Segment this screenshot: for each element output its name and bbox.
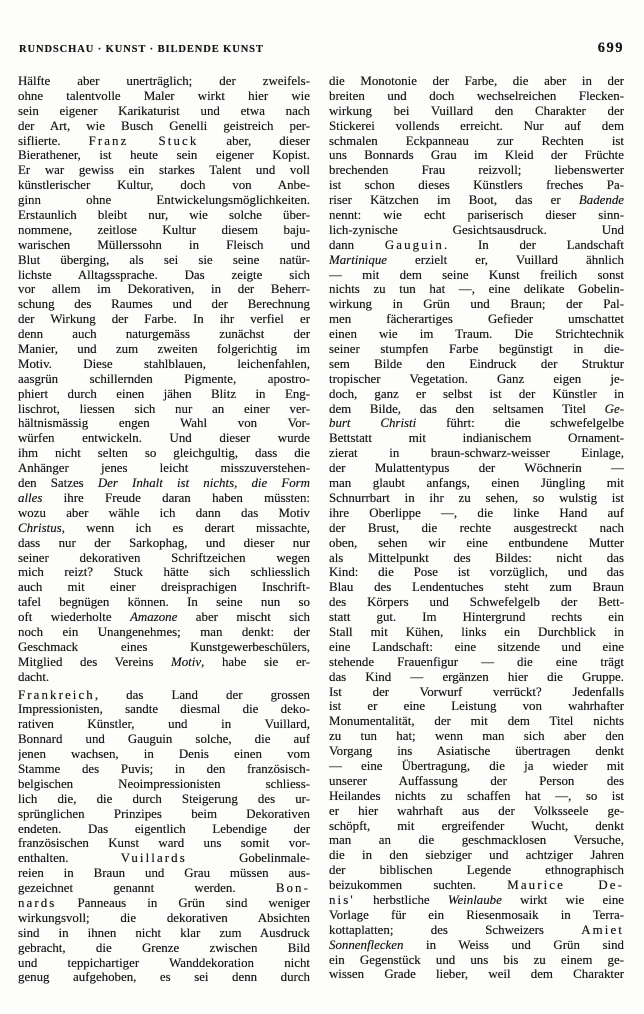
text-line	[329, 104, 624, 119]
text-line	[329, 297, 624, 312]
text-line	[18, 551, 310, 566]
body-text: zu tun hat; wenn man sich aber den	[329, 729, 624, 744]
text-line	[329, 833, 624, 848]
text-line	[18, 580, 310, 595]
text-line	[18, 327, 310, 342]
body-text: gebracht, die Grenze zwischen Bild	[18, 940, 310, 955]
body-text: aasgrün schillernden Pigmente, apostro-	[18, 371, 310, 386]
body-text: wissen Grade lieber, weil dem Charakter	[329, 967, 624, 982]
body-text: jenen wachsen, in Denis einen vom	[18, 747, 310, 762]
text-line	[18, 178, 310, 193]
text-line	[18, 521, 310, 536]
body-text: Stall mit Kühen, links ein Durchblick in	[329, 624, 624, 639]
body-text: er hier wahrhaft aus der Volksseele ge-	[329, 803, 624, 818]
text-line	[18, 956, 310, 971]
italic-text: Martinique	[329, 252, 388, 267]
running-head	[19, 40, 624, 57]
body-text: lichste Alltagssprache. Das zeigte sich	[18, 267, 310, 282]
body-text: wozu aber wähle ich dann das Motiv	[18, 505, 310, 520]
letterspaced-name: Amiet	[581, 922, 624, 937]
body-text: mich reizt? Stuck hätte sich schliesslich	[18, 565, 310, 580]
body-text: endeten. Das eigentlich Lebendige der	[18, 821, 310, 836]
text-line	[18, 193, 310, 208]
text-line	[18, 836, 310, 851]
text-line	[329, 908, 624, 923]
body-text: Blau des Lendentuches steht zum Braun	[329, 580, 624, 595]
text-line	[18, 822, 310, 837]
text-line	[329, 342, 624, 357]
body-text: würfen entwickeln. Und dieser wurde	[18, 431, 310, 446]
body-text: — mit dem seine Kunst freilich sonst	[329, 267, 624, 282]
text-line	[18, 610, 310, 625]
body-text: dem Bilde, das den seltsamen Titel	[329, 401, 605, 416]
text-line	[329, 282, 624, 297]
body-text: Ist der Vorwurf verrückt? Jedenfalls	[329, 684, 624, 699]
body-text: Stamme des Puvis; in den französisch-	[18, 761, 310, 776]
text-line	[18, 792, 310, 807]
text-line	[18, 416, 310, 431]
text-line	[329, 536, 624, 551]
body-text: sind in ihnen nicht klar zum Ausdruck	[18, 925, 310, 940]
body-text: ginn ohne Entwickelungsmöglichkeiten.	[18, 193, 310, 208]
italic-text: Der Inhalt ist nichts, die Form	[97, 476, 310, 491]
body-text: belgischen Neoimpressionisten schliess-	[18, 776, 310, 791]
body-text: Hälfte aber unerträglich; der zweifels-	[18, 74, 310, 88]
text-line	[329, 551, 624, 566]
text-line	[18, 911, 310, 926]
letterspaced-name: nards	[18, 895, 57, 910]
text-line	[329, 208, 624, 223]
body-text: man glaubt anfangs, einen Jüngling mit	[329, 476, 624, 491]
italic-text: alles	[18, 490, 43, 505]
text-line	[18, 491, 310, 506]
text-line	[329, 238, 624, 253]
body-text: Bettstatt mit indianischem Ornament-	[329, 431, 624, 446]
body-text: dann	[329, 237, 385, 252]
text-line	[18, 595, 310, 610]
body-text: denn auch naturgemäss zunächst der	[18, 327, 310, 342]
text-line	[329, 461, 624, 476]
text-line	[329, 446, 624, 461]
body-text: schöpft, mit ergreifender Wucht, denkt	[329, 818, 624, 833]
text-line	[18, 655, 310, 670]
body-text: dacht.	[18, 669, 50, 684]
section-rubric: RUNDSCHAU · KUNST · BILDENDE KUNST	[19, 44, 264, 55]
body-text: oft wiederholte	[18, 610, 131, 625]
text-line	[18, 640, 310, 655]
text-line	[329, 148, 624, 163]
text-line	[329, 655, 624, 670]
text-line	[18, 342, 310, 357]
body-text: erzielt er, Vuillard ähnlich	[387, 252, 624, 267]
body-text: lich-zynische Gesichtsausdruck. Und	[329, 222, 624, 237]
body-text: Bonnard und Gauguin solche, die auf	[18, 732, 310, 747]
body-text: warischen Müllerssohn in Fleisch und	[18, 237, 310, 252]
body-text: Stickerei vollends erreicht. Nur auf dem	[329, 118, 624, 133]
italic-text: Weinlaube	[447, 892, 502, 907]
letterspaced-name: Vuillards	[120, 851, 187, 866]
body-text: ihre Freude daran haben müssten:	[42, 490, 310, 505]
body-text: sprünglichen Prinzipes beim Dekorativen	[18, 806, 310, 821]
text-line	[329, 193, 624, 208]
body-text: der biblischen Legende ethnographisch	[329, 863, 624, 878]
body-text: Kind: die Pose ist vorzüglich, und das	[329, 565, 624, 580]
body-text: der Brust, die rechte ausgestreckt nach	[329, 520, 624, 535]
body-text: wirkt wie eine	[501, 892, 624, 907]
body-text: nennt: wie echt pariserisch dieser sinn-	[329, 208, 624, 223]
body-text: die Monotonie der Farbe, die aber in der	[329, 74, 624, 88]
body-text: Anhänger jenes leicht misszuverstehen-	[18, 461, 310, 476]
text-line	[18, 223, 310, 238]
text-line	[18, 732, 310, 747]
body-text: riser Kätzchen im Boot, das er	[329, 193, 579, 208]
text-line	[329, 134, 624, 149]
text-line	[329, 565, 624, 580]
body-text: kottaplatten; des Schweizers	[329, 922, 582, 937]
text-line	[329, 953, 624, 968]
body-text: Erstaunlich bleibt nur, wie solche über-	[18, 208, 310, 223]
text-line	[329, 506, 624, 521]
text-line	[18, 74, 310, 89]
body-text: nommene, zeitlose Kultur diesem baju-	[18, 222, 310, 237]
text-line	[329, 178, 624, 193]
text-line	[18, 926, 310, 941]
body-text: ihre Oberlippe —, die linke Hand auf	[329, 505, 624, 520]
body-text: schmalen Eckpanneau zur Rechten ist	[329, 133, 624, 148]
text-line	[329, 863, 624, 878]
text-line	[329, 476, 624, 491]
text-line	[329, 89, 624, 104]
italic-text: Sonnenflecken	[329, 937, 404, 952]
body-text: sem Bilde den Eindruck der Struktur	[329, 356, 624, 371]
text-line	[18, 881, 310, 896]
body-text: gezeichnet genannt werden.	[18, 881, 276, 896]
text-line	[18, 866, 310, 881]
body-text: vor allem im Dekorativen, in der Beherr-	[18, 282, 310, 297]
body-text: man an die geschmacklosen Versuche,	[329, 833, 624, 848]
body-text: der Wirkung der Farbe. In ihr verfiel er	[18, 312, 310, 327]
body-text: brechenden Frau reizvoll; liebenswerter	[329, 163, 624, 178]
text-line	[329, 163, 624, 178]
text-line	[329, 699, 624, 714]
body-text: des Körpers und Schwefelgelb der Bett-	[329, 595, 624, 610]
text-line	[329, 714, 624, 729]
text-line	[329, 610, 624, 625]
italic-text: burt Christi	[329, 416, 417, 431]
body-text: , wenn ich es derart missachte,	[61, 520, 310, 535]
body-text: siflierte.	[18, 133, 89, 148]
text-line	[18, 565, 310, 580]
italic-text: Badende	[578, 193, 624, 208]
body-text: Blut überging, als sei sie seine natür-	[18, 252, 310, 267]
body-text: hältnismässig engen Wahl von Vor-	[18, 416, 310, 431]
body-text: als Mittelpunkt des Bildes: nicht das	[329, 550, 624, 565]
body-text: ist er eine Leistung von wahrhafter	[329, 699, 624, 714]
body-text: einen wie im Traum. Die Strichtechnik	[329, 327, 624, 342]
text-line	[18, 762, 310, 777]
text-line	[18, 717, 310, 732]
body-text: zierat in braun-schwarz-weisser Einlage,	[329, 446, 624, 461]
body-text: enthalten.	[18, 851, 121, 866]
text-line	[329, 848, 624, 863]
body-text: das Kind — ergänzen hier die Gruppe.	[329, 669, 624, 684]
text-line	[329, 268, 624, 283]
text-line	[329, 819, 624, 834]
text-line	[329, 685, 624, 700]
body-text: wirkungsvoll; die dekorativen Absichten	[18, 910, 310, 925]
letterspaced-name: nis'	[329, 892, 355, 907]
text-line	[329, 893, 624, 908]
body-text: Monumentalität, der mit dem Titel nichts	[329, 714, 624, 729]
body-text: statt gut. Im Hintergrund rechts ein	[329, 610, 624, 625]
body-text: Geschmack eines Kunstgewerbeschülers,	[18, 639, 310, 654]
body-text: , das Land der grossen	[94, 687, 310, 702]
text-line	[18, 134, 310, 149]
body-text: doch, ganz er selbst ist der Künstler in	[329, 386, 624, 401]
text-line	[329, 402, 624, 417]
body-text: schung des Raumes und der Berechnung	[18, 297, 310, 312]
body-text: seiner stumpfen Farbe begünstigt in die-	[329, 342, 624, 357]
body-text: lischrot, liessen sich nur an einer ver-	[18, 401, 310, 416]
text-line	[18, 402, 310, 417]
text-line	[18, 253, 310, 268]
body-text: führt: die schwefelgelbe	[416, 416, 624, 431]
text-line	[329, 938, 624, 953]
body-text: oben, sehen wir eine entbundene Mutter	[329, 535, 624, 550]
text-line	[329, 625, 624, 640]
body-text: ein Gegenstück und uns bis zu einem ge-	[329, 952, 624, 967]
text-line	[18, 896, 310, 911]
text-line	[18, 476, 310, 491]
text-line	[18, 670, 310, 685]
text-line	[329, 416, 624, 431]
text-line	[18, 208, 310, 223]
body-text: Schnurrbart in ihr zu sehen, so wulstig ist	[329, 490, 624, 505]
body-text: der Mulattentypus der Wöchnerin —	[329, 461, 624, 476]
body-text: genug aufgehoben, es sei denn durch	[18, 970, 310, 985]
body-text: ihm nicht selten so gleichgultig, dass die	[18, 446, 310, 461]
letterspaced-name: Gauguin	[384, 237, 444, 252]
text-line	[18, 148, 310, 163]
body-text: Mitglied des Vereins	[18, 654, 171, 669]
text-line	[18, 777, 310, 792]
text-line	[18, 851, 310, 866]
body-text: ist schon dieses Künstlers freches Pa-	[329, 178, 624, 193]
text-line	[18, 163, 310, 178]
body-text: dass nur der Sarkophag, und dieser nur	[18, 535, 310, 550]
body-text: Impressionisten, sandte diesmal die deko-	[18, 702, 310, 717]
body-text: noch ein Unangenehmes; man denkt: der	[18, 624, 310, 639]
text-line	[329, 640, 624, 655]
body-text: aber mischt sich	[177, 610, 310, 625]
text-line	[329, 595, 624, 610]
text-line	[18, 702, 310, 717]
text-line	[18, 104, 310, 119]
italic-text: Ge-	[604, 401, 624, 416]
text-line	[329, 372, 624, 387]
text-line	[329, 119, 624, 134]
text-line	[18, 625, 310, 640]
text-line	[18, 506, 310, 521]
body-text: phiert durch einen jähen Blitz in Eng-	[18, 386, 310, 401]
text-line	[18, 268, 310, 283]
text-line	[18, 807, 310, 822]
left-column	[18, 74, 310, 985]
right-column	[329, 74, 624, 985]
letterspaced-name: Maurice De-	[507, 878, 624, 893]
text-line	[329, 253, 624, 268]
body-text: men fächerartiges Gefieder umschattet	[329, 312, 624, 327]
text-line	[329, 774, 624, 789]
letterspaced-name: Franz Stuck	[88, 133, 199, 148]
text-line	[18, 446, 310, 461]
body-text: stehende Frauenfigur — die eine trägt	[329, 654, 624, 669]
body-text: seiner dekorativen Schriftzeichen wegen	[18, 550, 310, 565]
body-text: wirkung in Grün und Braun; der Pal-	[329, 297, 624, 312]
text-line	[18, 688, 310, 703]
text-line	[329, 967, 624, 982]
text-line	[329, 670, 624, 685]
text-line	[18, 970, 310, 985]
body-text: in Weiss und Grün sind	[403, 937, 624, 952]
body-text: herbstliche	[354, 892, 448, 907]
body-text: Vorgang ins Asiatische übertragen denkt	[329, 744, 624, 759]
text-line	[18, 297, 310, 312]
text-line	[329, 580, 624, 595]
text-line	[329, 923, 624, 938]
body-text: eine Landschaft: eine sitzende und eine	[329, 639, 624, 654]
body-text: uns Bonnards Grau im Kleid der Früchte	[329, 148, 624, 163]
body-text: — eine Übertragung, die ja wieder mit	[329, 758, 624, 773]
body-text: tafel begnügen können. In seine nun so	[18, 595, 310, 610]
italic-text: Christus	[18, 520, 62, 535]
text-line	[329, 759, 624, 774]
text-line	[18, 119, 310, 134]
body-text: Gobelinmale-	[186, 851, 310, 866]
body-text: französischen Kunst ward uns somit vor-	[18, 836, 310, 851]
body-text: Vorlage für ein Riesenmosaik in Terra-	[329, 907, 624, 922]
body-text: und teppichartiger Wanddekoration nicht	[18, 955, 310, 970]
body-text: auch mit einer dreisprachigen Inschrift-	[18, 580, 310, 595]
italic-text: Motiv	[171, 654, 202, 669]
text-line	[18, 941, 310, 956]
body-text: der Art, wie Busch Genelli geistreich per-	[18, 118, 310, 133]
body-text: sein eigener Karikaturist und etwa nach	[18, 103, 310, 118]
body-text: Motiv. Diese stahlblauen, leichenfahlen,	[18, 356, 310, 371]
body-text: Panneaus in Grün sind weniger	[56, 895, 310, 910]
text-line	[329, 312, 624, 327]
body-text: , habe sie er-	[201, 654, 310, 669]
body-text: beizukommen suchten.	[329, 878, 508, 893]
text-line	[329, 74, 624, 89]
body-text: künstlerischer Kultur, doch von Anbe-	[18, 178, 310, 193]
letterspaced-name: Bon-	[275, 881, 310, 896]
text-line	[18, 238, 310, 253]
text-line	[329, 804, 624, 819]
text-line	[329, 744, 624, 759]
body-text: tropischer Vegetation. Ganz eigen je-	[329, 371, 624, 386]
text-line	[329, 789, 624, 804]
page-number: 699	[597, 40, 624, 56]
letterspaced-name: Frankreich	[18, 687, 95, 702]
body-text: Manier, und zum zweiten folgerichtig im	[18, 342, 310, 357]
body-text: aber, dieser	[198, 133, 310, 148]
text-line	[18, 89, 310, 104]
text-line	[329, 357, 624, 372]
text-line	[329, 387, 624, 402]
text-line	[18, 431, 310, 446]
text-line	[329, 327, 624, 342]
text-columns	[18, 74, 624, 985]
body-text: reien in Braun und Grau müssen aus-	[18, 866, 310, 881]
body-text: wirkung bei Vuillard den Charakter der	[329, 103, 624, 118]
body-text: Bierathener, ist heute sein eigener Kopist.	[18, 148, 310, 163]
body-text: lich die, die durch Steigerung des ur-	[18, 791, 310, 806]
text-line	[329, 878, 624, 893]
body-text: Heilandes nichts zu schaffen hat —, so ist	[329, 788, 624, 803]
body-text: die in den siebziger und achtziger Jahren	[329, 848, 624, 863]
body-text: nichts zu tun hat —, eine delikate Gobelin-	[329, 282, 624, 297]
text-line	[18, 747, 310, 762]
text-line	[329, 431, 624, 446]
body-text: Er war gewiss ein starkes Talent und voll	[18, 163, 310, 178]
text-line	[18, 461, 310, 476]
text-line	[329, 491, 624, 506]
text-line	[18, 357, 310, 372]
body-text: den Satzes	[18, 476, 98, 491]
text-line	[18, 372, 310, 387]
body-text: unserer Auffassung der Person des	[329, 773, 624, 788]
body-text: ohne talentvolle Maler wirkt hier wie	[18, 88, 310, 103]
text-line	[329, 729, 624, 744]
body-text: breiten und doch wechselreichen Flecken-	[329, 88, 624, 103]
italic-text: Amazone	[130, 610, 178, 625]
text-line	[329, 223, 624, 238]
text-line	[329, 521, 624, 536]
body-text: rativen Künstler, und in Vuillard,	[18, 717, 310, 732]
text-line	[18, 536, 310, 551]
body-text: . In der Landschaft	[443, 237, 624, 252]
text-line	[18, 312, 310, 327]
text-line	[18, 282, 310, 297]
text-line	[18, 387, 310, 402]
